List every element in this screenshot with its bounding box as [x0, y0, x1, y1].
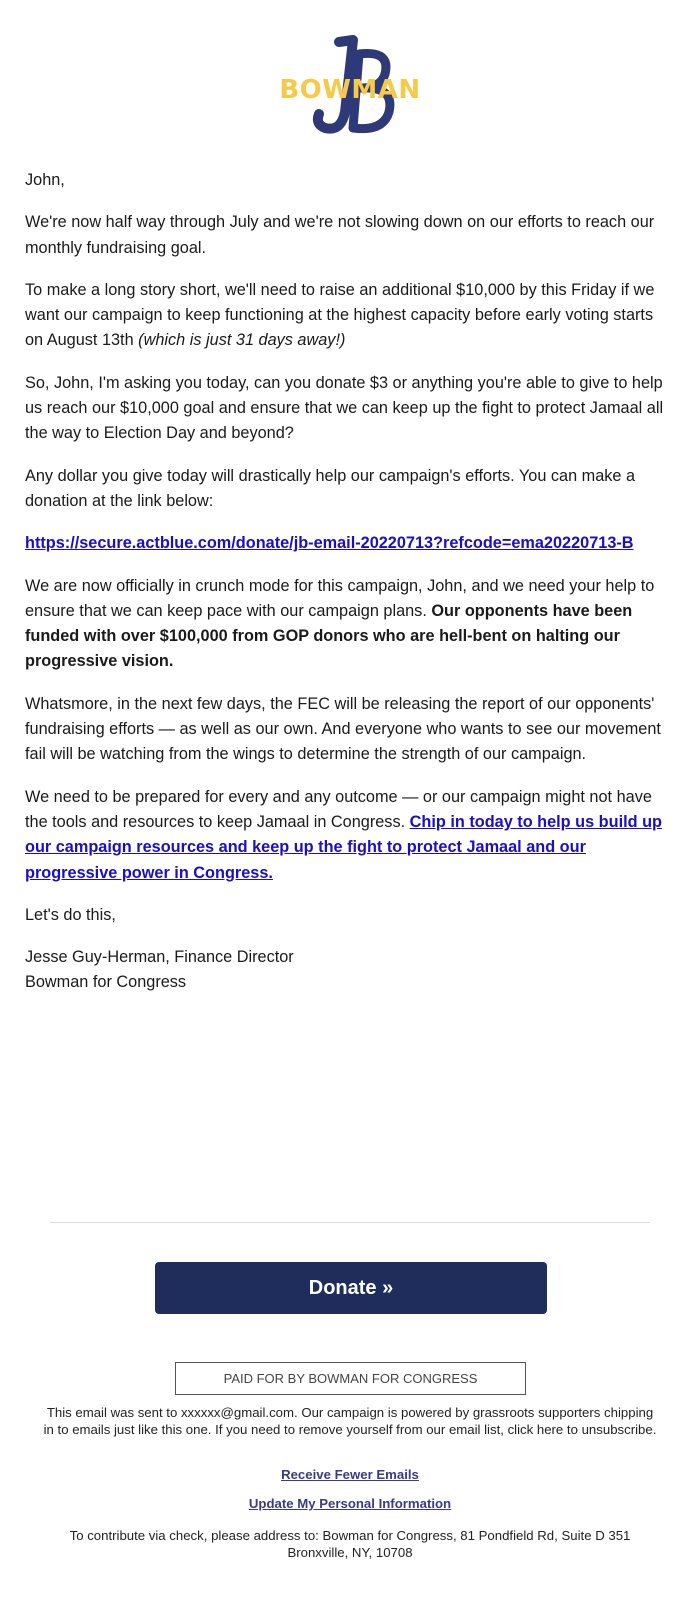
footer-divider — [50, 1222, 650, 1223]
jb-logo-graphic — [275, 28, 425, 140]
paragraph-5-text: We are now officially in crunch mode for this campaign, John, and we need your help to ensure that we can keep pace with our campaign plans. — [25, 576, 655, 620]
receive-fewer-emails-link[interactable]: Receive Fewer Emails — [281, 1467, 419, 1482]
signoff: Let's do this, — [25, 905, 116, 924]
greeting: John, — [25, 171, 65, 189]
paragraph-1: We're now half way through July and we're not slowing down on our efforts to reach our monthly fundraising goal. — [25, 213, 655, 257]
update-personal-info-link[interactable]: Update My Personal Information — [248, 1496, 452, 1511]
email-body — [25, 168, 670, 996]
logo-text: BOWMAN — [279, 75, 421, 105]
donate-url-link[interactable]: https://secure.actblue.com/donate/jb-email-20220713?refcode=ema20220713-B — [25, 534, 634, 553]
paragraph-2-italic: (which is just 31 days away!) — [138, 331, 346, 350]
paragraph-7-text: We need to be prepared for every and any outcome — or our campaign might not have the tools and resources to keep Jamaal in Congress. — [25, 787, 652, 831]
campaign-logo — [0, 28, 700, 140]
update-info-row — [0, 1495, 700, 1512]
paragraph-2 — [25, 278, 670, 354]
chip-in-link[interactable]: Chip in today to help us build up our campaign resources and keep up the fight to protect Jamaal and our progressive power in Congress. — [25, 812, 662, 882]
paragraph-7 — [25, 785, 670, 886]
paragraph-5 — [25, 574, 670, 675]
paid-for-disclaimer: PAID FOR BY BOWMAN FOR CONGRESS — [175, 1362, 526, 1395]
check-address: To contribute via check, please address to: Bowman for Congress, 81 Pondfield Rd, Suite D 351 Bronxville, NY, 10708 — [69, 1528, 631, 1560]
paragraph-5-bold: Our opponents have been funded with over $100,000 from GOP donors who are hell-bent on halting our progressive vision. — [25, 601, 633, 671]
fewer-emails-row — [0, 1466, 700, 1483]
paragraph-3: So, John, I'm asking you today, can you donate $3 or anything you're able to give to help us reach our $10,000 goal and ensure that we can keep up the fight to protect Jamaal all the way to Election Day and beyond? — [25, 373, 664, 443]
paragraph-2-text: To make a long story short, we'll need to raise an additional $10,000 by this Friday if we want our campaign to keep functioning at the highest capacity before early voting starts on August 13th — [25, 280, 655, 350]
signature — [25, 945, 670, 996]
email-notice: This email was sent to xxxxxx@gmail.com. Our campaign is powered by grassroots supporters chipping in to emails just like this one. If you need to remove yourself from our email list, click here to unsubscribe. — [43, 1405, 657, 1437]
paragraph-4: Any dollar you give today will drastically help our campaign's efforts. You can make a donation at the link below: — [25, 466, 636, 510]
donate-button[interactable]: Donate » — [155, 1262, 547, 1314]
signature-name: Jesse Guy-Herman, Finance Director — [25, 948, 294, 967]
signature-org: Bowman for Congress — [25, 973, 187, 992]
paragraph-6: Whatsmore, in the next few days, the FEC will be releasing the report of our opponents' fundraising efforts — as well as our own. And everyone who wants to see our movement fail will be watching from the wings to determine the strength of our campaign. — [25, 694, 661, 764]
donate-url-paragraph — [25, 531, 670, 556]
